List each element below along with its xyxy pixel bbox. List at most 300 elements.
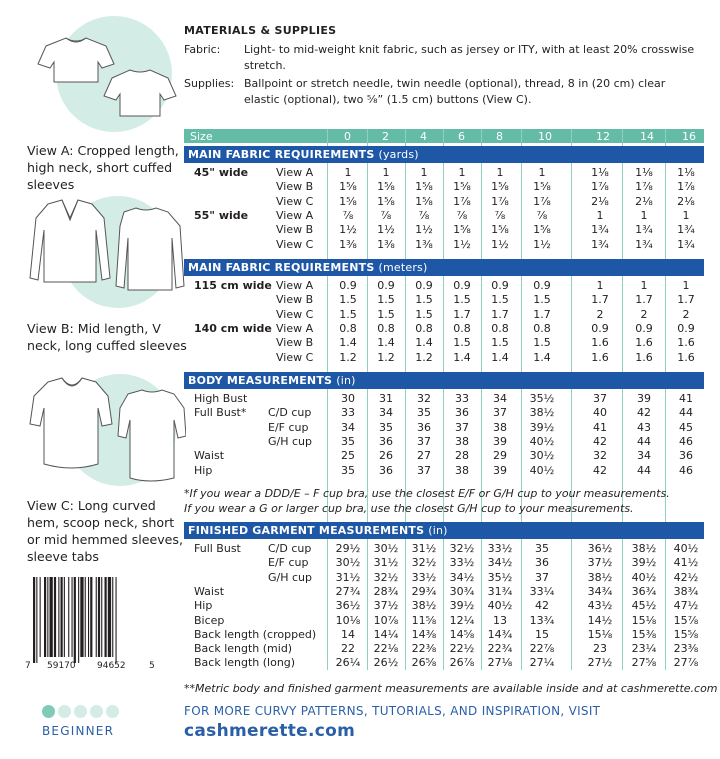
table-cell: 35: [379, 420, 393, 434]
table-cell: 38: [455, 434, 469, 448]
table-cell: 0.9: [491, 279, 509, 292]
table-cell: 31½: [373, 556, 399, 570]
table-cell: 27¾: [335, 584, 361, 598]
table-row: [184, 336, 704, 350]
table-cell: 22½: [449, 642, 475, 656]
table-cell: 37½: [373, 599, 399, 613]
table-cell: 1.5: [339, 307, 357, 321]
table-cell: 27⅝: [631, 656, 657, 670]
table-cell: 0.9: [377, 279, 395, 292]
table-cell: 1.2: [415, 350, 433, 364]
website-link[interactable]: cashmerette.com: [184, 721, 356, 741]
barcode-digit-0: 7: [25, 661, 31, 671]
table-row: [184, 308, 704, 322]
barcode-bar: [108, 577, 111, 657]
table-cell: 1½: [533, 237, 551, 251]
table-row: [184, 571, 704, 585]
row-group-label: Full Bust: [194, 542, 241, 555]
table-cell: 30½: [335, 556, 361, 570]
table-cell: 1: [344, 166, 352, 179]
table-cell: 1: [682, 279, 690, 292]
table-cell: 1: [640, 279, 648, 292]
section-title: [188, 148, 419, 161]
table-cell: 42: [593, 463, 607, 477]
table-row: [184, 421, 704, 435]
barcode-bar: [90, 577, 92, 657]
table-cell: 31: [379, 392, 393, 405]
table-row: [184, 642, 704, 656]
section-title: [188, 374, 356, 387]
table-cell: 1.5: [415, 293, 433, 307]
table-cell: 28: [455, 449, 469, 463]
skill-dot-empty: [106, 705, 119, 718]
table-cell: 35: [535, 542, 549, 555]
bra-note-1: *If you wear a DDD/E – F cup bra, use the closest E/F or G/H cup to your measurements.: [184, 487, 670, 500]
table-cell: 1½: [339, 223, 357, 237]
table-cell: 38: [455, 463, 469, 477]
table-cell: 1¾: [591, 223, 609, 237]
table-cell: 27⅛: [487, 656, 513, 670]
row-label: View B: [276, 180, 314, 194]
table-cell: 38½: [529, 406, 555, 420]
table-cell: 27¼: [529, 656, 555, 670]
table-cell: 1⅝: [453, 223, 471, 237]
barcode-bar: [105, 577, 107, 657]
table-cell: 37: [535, 570, 549, 584]
view-c-caption: View C: Long curved hem, scoop neck, short or mid hemmed sleeves, sleeve tabs: [27, 498, 183, 564]
barcode-bar: [54, 577, 56, 657]
table-cell: 26¼: [335, 656, 361, 670]
row-label: C/D cup: [268, 542, 312, 555]
table-cell: 36: [535, 556, 549, 570]
table-cell: 43½: [587, 599, 613, 613]
section-header: [184, 259, 704, 276]
table-cell: 42: [535, 599, 549, 613]
table-cell: 1⅝: [491, 223, 509, 237]
table-cell: 22¾: [487, 642, 513, 656]
row-group-label: Waist: [194, 584, 225, 598]
row-label: View C: [276, 307, 314, 321]
table-cell: 1: [458, 166, 466, 179]
table-cell: 1⅜: [415, 237, 433, 251]
table-cell: 34½: [487, 556, 513, 570]
size-header-2: 2: [382, 130, 389, 143]
view-a-caption: View A: Cropped length, high neck, short cuffed sleeves: [27, 143, 179, 192]
view-b-illustration: [18, 194, 186, 314]
section-title-text: BODY MEASUREMENTS: [188, 374, 333, 387]
table-cell: 39: [637, 392, 651, 405]
row-group-label: Full Bust*: [194, 406, 247, 420]
table-cell: 30½: [529, 449, 555, 463]
table-cell: 39½: [449, 599, 475, 613]
skill-dot-empty: [74, 705, 87, 718]
table-cell: 33½: [449, 556, 475, 570]
barcode-bar: [58, 577, 59, 657]
table-cell: 40½: [631, 570, 657, 584]
table-row: [184, 464, 704, 478]
row-label: View A: [276, 279, 314, 292]
table-cell: 35: [341, 434, 355, 448]
barcode-bar: [112, 577, 113, 657]
table-cell: 1⅞: [491, 194, 509, 208]
table-cell: 37: [493, 406, 507, 420]
table-cell: 14¼: [373, 627, 399, 641]
table-cell: 36: [455, 406, 469, 420]
table-row: [184, 223, 704, 237]
table-cell: 32½: [373, 570, 399, 584]
table-cell: 23: [593, 642, 607, 656]
table-cell: 0.8: [453, 321, 471, 335]
table-cell: 1¾: [635, 237, 653, 251]
row-label: View B: [276, 293, 314, 307]
table-cell: 41: [679, 392, 693, 405]
table-cell: 33: [455, 392, 469, 405]
barcode-bar: [61, 577, 63, 657]
table-cell: 22⅛: [373, 642, 399, 656]
table-cell: 31½: [411, 542, 437, 555]
table-cell: ⅞: [536, 208, 548, 222]
table-cell: 35: [341, 463, 355, 477]
table-cell: 1¾: [635, 223, 653, 237]
table-cell: 37: [455, 420, 469, 434]
table-cell: 14½: [587, 613, 613, 627]
table-cell: 1.4: [533, 350, 551, 364]
table-cell: 1½: [453, 237, 471, 251]
row-group-label: Bicep: [194, 613, 225, 627]
table-cell: 1½: [415, 223, 433, 237]
table-cell: 28¾: [373, 584, 399, 598]
table-cell: 15: [535, 627, 549, 641]
table-cell: 2: [640, 307, 648, 321]
table-cell: 0.9: [591, 321, 609, 335]
table-cell: 30: [341, 392, 355, 405]
table-cell: 1⅞: [591, 180, 609, 194]
table-cell: 2: [682, 307, 690, 321]
barcode-bar: [101, 577, 102, 657]
table-cell: 45: [679, 420, 693, 434]
table-cell: 1.4: [377, 336, 395, 350]
bra-note-2: If you wear a G or larger cup bra, use the closest G/H cup to your measurements.: [184, 502, 634, 515]
table-cell: 1.2: [377, 350, 395, 364]
row-label: G/H cup: [268, 570, 312, 584]
barcode-bar: [88, 577, 89, 657]
size-label: Size: [190, 130, 213, 143]
table-cell: 30¾: [449, 584, 475, 598]
table-cell: 40: [593, 406, 607, 420]
table-row: [184, 435, 704, 449]
section-unit: (in): [336, 374, 356, 387]
barcode-bar: [80, 577, 83, 657]
table-cell: 33½: [487, 542, 513, 555]
table-cell: 14: [341, 627, 355, 641]
row-group-label: 140 cm wide: [194, 321, 272, 335]
size-header-8: 8: [496, 130, 503, 143]
table-row: [184, 406, 704, 420]
table-cell: 45½: [631, 599, 657, 613]
table-cell: 27½: [587, 656, 613, 670]
barcode-bar: [50, 577, 53, 657]
section-header: [184, 522, 704, 539]
barcode-bar: [78, 577, 79, 663]
size-header-4: 4: [420, 130, 427, 143]
table-cell: 34¾: [587, 584, 613, 598]
barcode-bar: [64, 577, 65, 657]
row-label: View A: [276, 321, 314, 335]
table-cell: 27⅞: [673, 656, 699, 670]
table-cell: 1⅞: [677, 180, 695, 194]
table-cell: 1⅞: [635, 180, 653, 194]
table-cell: 29¾: [411, 584, 437, 598]
skill-dot-empty: [90, 705, 103, 718]
table-cell: 34: [637, 449, 651, 463]
table-cell: 2⅛: [677, 194, 695, 208]
table-cell: 1.5: [339, 293, 357, 307]
table-cell: 37: [417, 463, 431, 477]
table-cell: 47½: [673, 599, 699, 613]
section-unit: (yards): [378, 148, 419, 161]
section-header: [184, 372, 704, 389]
table-cell: 31¾: [487, 584, 513, 598]
table-cell: 15⅞: [673, 613, 699, 627]
barcode-digit-2: 94652: [97, 661, 126, 671]
table-cell: 32½: [449, 542, 475, 555]
size-header-10: 10: [538, 130, 552, 143]
table-row: [184, 322, 704, 336]
table-cell: 36½: [335, 599, 361, 613]
row-group-label: Back length (mid): [194, 642, 293, 656]
table-cell: 1⅜: [339, 237, 357, 251]
table-cell: 15⅝: [673, 627, 699, 641]
barcode-bar: [44, 577, 46, 657]
table-cell: 1⅝: [377, 180, 395, 194]
table-cell: 12¼: [449, 613, 475, 627]
table-cell: 0.9: [339, 279, 357, 292]
barcode-bar: [40, 577, 41, 657]
table-cell: 2⅛: [635, 194, 653, 208]
table-cell: 29: [493, 449, 507, 463]
table-cell: 32½: [411, 556, 437, 570]
table-cell: 1.6: [635, 336, 653, 350]
table-cell: 14⅜: [411, 627, 437, 641]
table-cell: 30½: [373, 542, 399, 555]
table-cell: 1.4: [339, 336, 357, 350]
table-cell: 0.8: [533, 321, 551, 335]
table-cell: 1: [382, 166, 390, 179]
table-cell: 31½: [335, 570, 361, 584]
visit-text: FOR MORE CURVY PATTERNS, TUTORIALS, AND INSPIRATION, VISIT: [184, 704, 601, 718]
barcode-bar: [68, 577, 69, 657]
table-cell: 44: [679, 406, 693, 420]
row-label: View B: [276, 336, 314, 350]
table-cell: 1: [496, 166, 504, 179]
size-header-0: 0: [344, 130, 351, 143]
table-row: [184, 585, 704, 599]
table-cell: 0.8: [339, 321, 357, 335]
table-cell: ⅞: [418, 208, 430, 222]
table-cell: 36½: [587, 542, 613, 555]
supplies-label: Supplies:: [184, 77, 235, 90]
table-cell: 1.6: [591, 336, 609, 350]
table-cell: 39½: [529, 420, 555, 434]
table-cell: 34: [493, 392, 507, 405]
table-cell: 0.8: [415, 321, 433, 335]
row-label: View C: [276, 237, 314, 251]
table-cell: 35½: [487, 570, 513, 584]
table-cell: 14¾: [487, 627, 513, 641]
table-cell: 34: [379, 406, 393, 420]
table-cell: 39: [493, 434, 507, 448]
table-cell: 34: [341, 420, 355, 434]
row-group-label: Waist: [194, 449, 225, 463]
table-cell: 0.9: [533, 279, 551, 292]
table-cell: 15⅜: [631, 627, 657, 641]
table-cell: 37: [417, 434, 431, 448]
row-label: View A: [276, 166, 314, 179]
table-cell: 1.4: [415, 336, 433, 350]
table-cell: 33½: [411, 570, 437, 584]
table-cell: 1.5: [415, 307, 433, 321]
row-group-label: Hip: [194, 599, 213, 613]
table-cell: 1.5: [533, 336, 551, 350]
skill-level-label: BEGINNER: [42, 724, 115, 738]
table-cell: 37½: [587, 556, 613, 570]
table-cell: 1: [682, 208, 690, 222]
table-row: [184, 392, 704, 406]
table-cell: 1.7: [533, 307, 551, 321]
left-column: [0, 0, 190, 759]
table-cell: 1⅝: [453, 180, 471, 194]
table-row: [184, 449, 704, 463]
table-cell: 1¾: [677, 237, 695, 251]
table-cell: 23⅜: [673, 642, 699, 656]
table-cell: 1¾: [677, 223, 695, 237]
table-row: [184, 614, 704, 628]
table-cell: 27: [417, 449, 431, 463]
table-cell: 25: [341, 449, 355, 463]
table-cell: 36: [379, 463, 393, 477]
table-cell: 1.5: [453, 293, 471, 307]
table-cell: 37: [593, 392, 607, 405]
table-cell: 1.6: [677, 336, 695, 350]
table-cell: 40½: [529, 434, 555, 448]
table-cell: 1: [640, 208, 648, 222]
row-group-label: 115 cm wide: [194, 279, 272, 292]
table-cell: 1: [596, 279, 604, 292]
table-cell: 34½: [449, 570, 475, 584]
row-group-label: 45" wide: [194, 166, 249, 179]
section-title-text: MAIN FABRIC REQUIREMENTS: [188, 148, 375, 161]
table-cell: 40½: [487, 599, 513, 613]
table-cell: 14⅝: [449, 627, 475, 641]
table-cell: 29½: [335, 542, 361, 555]
table-cell: 36¾: [631, 584, 657, 598]
barcode: [27, 577, 155, 675]
skill-level-dots: [42, 705, 119, 718]
barcode-bar: [74, 577, 76, 663]
size-header-16: 16: [682, 130, 696, 143]
table-cell: ⅞: [456, 208, 468, 222]
table-cell: 44: [637, 463, 651, 477]
table-cell: 32: [593, 449, 607, 463]
table-cell: 1⅛: [635, 166, 653, 179]
table-row: [184, 351, 704, 365]
table-cell: ⅞: [380, 208, 392, 222]
table-cell: 1.5: [491, 293, 509, 307]
table-cell: 1.7: [635, 293, 653, 307]
table-cell: 1.4: [453, 350, 471, 364]
skill-dot-filled: [42, 705, 55, 718]
barcode-bar: [36, 577, 37, 663]
table-cell: 1⅝: [491, 180, 509, 194]
table-cell: 23¼: [631, 642, 657, 656]
table-cell: ⅞: [494, 208, 506, 222]
table-cell: 33¼: [529, 584, 555, 598]
table-cell: 38¾: [673, 584, 699, 598]
table-cell: 1.7: [491, 307, 509, 321]
table-cell: 1⅝: [377, 194, 395, 208]
table-cell: 1¾: [591, 237, 609, 251]
table-cell: 1⅝: [339, 180, 357, 194]
table-cell: 0.9: [677, 321, 695, 335]
view-a-illustration: [18, 12, 186, 136]
table-cell: 1½: [491, 237, 509, 251]
row-label: View C: [276, 194, 314, 208]
table-cell: 1.7: [453, 307, 471, 321]
table-cell: 1⅝: [533, 180, 551, 194]
metric-note: **Metric body and finished garment measurements are available inside and at cashmerette.com: [184, 682, 718, 695]
section-unit: (meters): [378, 261, 428, 274]
table-cell: 1: [420, 166, 428, 179]
table-cell: 26⅝: [411, 656, 437, 670]
table-cell: 1.5: [533, 293, 551, 307]
table-cell: 46: [679, 463, 693, 477]
table-cell: 22⅜: [411, 642, 437, 656]
barcode-bar: [98, 577, 100, 657]
table-cell: 1.5: [453, 336, 471, 350]
table-cell: 35½: [529, 392, 555, 405]
table-cell: 39½: [631, 556, 657, 570]
size-header-bar: [184, 129, 704, 143]
row-group-label: High Bust: [194, 392, 248, 405]
table-cell: 0.9: [415, 279, 433, 292]
table-cell: 13: [493, 613, 507, 627]
table-cell: 1⅜: [377, 237, 395, 251]
table-cell: 41½: [673, 556, 699, 570]
section-header: [184, 146, 704, 163]
row-label: E/F cup: [268, 420, 309, 434]
table-cell: 42½: [673, 570, 699, 584]
table-cell: 1⅝: [415, 194, 433, 208]
table-cell: 22⅞: [529, 642, 555, 656]
table-row: [184, 628, 704, 642]
table-cell: 1⅞: [533, 194, 551, 208]
table-cell: 1.4: [491, 350, 509, 364]
table-cell: 1⅞: [453, 194, 471, 208]
barcode-bar: [116, 577, 117, 663]
row-label: View B: [276, 223, 314, 237]
table-cell: 1.5: [377, 307, 395, 321]
section-unit: (in): [428, 524, 448, 537]
table-cell: 1: [596, 208, 604, 222]
table-row: [184, 556, 704, 570]
table-cell: 35: [417, 406, 431, 420]
table-cell: 36: [379, 434, 393, 448]
row-label: G/H cup: [268, 434, 312, 448]
row-label: E/F cup: [268, 556, 309, 570]
skill-dot-empty: [58, 705, 71, 718]
table-row: [184, 656, 704, 670]
table-cell: 1⅛: [677, 166, 695, 179]
